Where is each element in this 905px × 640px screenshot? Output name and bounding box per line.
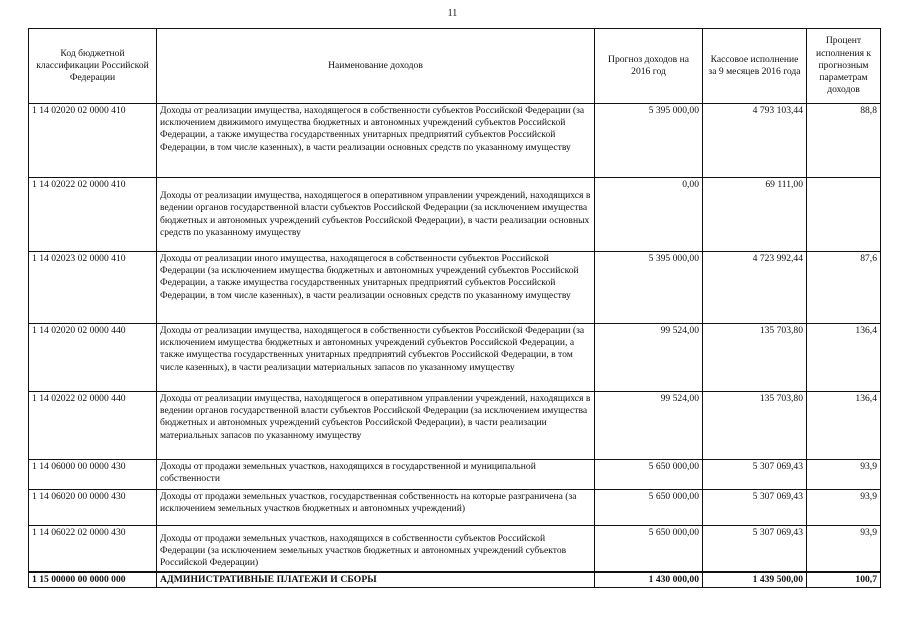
- total-execution: 1 439 500,00: [703, 572, 807, 588]
- row-name: Доходы от реализации имущества, находящегося в собственности субъектов Российской Федерации (за исключением имущества бюджетных и автономных учреждений субъектов Российской Федерации, а также имущества государственных унитарных предприятий субъектов Российской Федерации, в том числе казенных), в части реализации материальных запасов по указанному имуществу: [157, 324, 595, 392]
- row-execution: 135 703,80: [703, 392, 807, 460]
- row-percent: 136,4: [807, 324, 881, 392]
- header-percent: Процент исполнения к прогнозным параметрам доходов: [807, 29, 881, 104]
- row-forecast: 5 650 000,00: [595, 526, 703, 572]
- table-row: [29, 178, 881, 252]
- row-execution: 135 703,80: [703, 324, 807, 392]
- page-number: 11: [447, 8, 458, 19]
- table-body: [29, 104, 881, 588]
- row-percent: 136,4: [807, 392, 881, 460]
- row-code: 1 14 06022 02 0000 430: [29, 526, 157, 572]
- header-row: [29, 29, 881, 104]
- row-code: 1 14 06020 00 0000 430: [29, 490, 157, 526]
- row-percent: [807, 178, 881, 252]
- row-percent: 93,9: [807, 460, 881, 490]
- row-execution: 5 307 069,43: [703, 490, 807, 526]
- row-code: 1 14 06000 00 0000 430: [29, 460, 157, 490]
- row-code: 1 14 02020 02 0000 410: [29, 104, 157, 178]
- total-code: 1 15 00000 00 0000 000: [29, 572, 157, 588]
- row-forecast: 5 395 000,00: [595, 104, 703, 178]
- row-execution: 4 793 103,44: [703, 104, 807, 178]
- row-forecast: 5 650 000,00: [595, 490, 703, 526]
- row-name: Доходы от продажи земельных участков, находящихся в собственности субъектов Российской Федерации (за исключением земельных участков бюджетных и автономных учреждений субъектов Российской Федерации): [157, 526, 595, 572]
- row-name: Доходы от реализации имущества, находящегося в оперативном управлении учреждений, находящихся в ведении органов государственной власти субъектов Российской Федерации (за исключением имущества бюджетных и автономных учреждений субъектов Российской Федерации), в части реализации материальных запасов по указанному имуществу: [157, 392, 595, 460]
- table-row: [29, 490, 881, 526]
- row-name: Доходы от реализации имущества, находящегося в собственности субъектов Российской Федерации (за исключением движимого имущества бюджетных и автономных учреждений субъектов Российской Федерации, а также имущества государственных унитарных предприятий субъектов Российской Федерации, в том числе казенных), в части реализации основных средств по указанному имуществу: [157, 104, 595, 178]
- row-name: Доходы от реализации имущества, находящегося в оперативном управлении учреждений, находящихся в ведении органов государственной власти субъектов Российской Федерации (за исключением имущества бюджетных и автономных учреждений субъектов Российской Федерации), в части реализации основных средств по указанному имуществу: [157, 178, 595, 252]
- row-execution: 4 723 992,44: [703, 252, 807, 324]
- row-code: 1 14 02023 02 0000 410: [29, 252, 157, 324]
- row-name: Доходы от продажи земельных участков, государственная собственность на которые разграничена (за исключением земельных участков бюджетных и автономных учреждений): [157, 490, 595, 526]
- total-percent: 100,7: [807, 572, 881, 588]
- row-forecast: 99 524,00: [595, 392, 703, 460]
- table-row: [29, 324, 881, 392]
- row-percent: 88,8: [807, 104, 881, 178]
- total-name: АДМИНИСТРАТИВНЫЕ ПЛАТЕЖИ И СБОРЫ: [157, 572, 595, 588]
- row-percent: 93,9: [807, 490, 881, 526]
- header-forecast: Прогноз доходов на 2016 год: [595, 29, 703, 104]
- table-header: [29, 29, 881, 104]
- header-name: Наименование доходов: [157, 29, 595, 104]
- table-row: [29, 252, 881, 324]
- row-percent: 87,6: [807, 252, 881, 324]
- row-forecast: 5 395 000,00: [595, 252, 703, 324]
- row-name: Доходы от реализации иного имущества, находящегося в собственности субъектов Российской Федерации (за исключением имущества бюджетных и автономных учреждений субъектов Российской Федерации, а также имущества государственных унитарных предприятий субъектов Российской Федерации, в том числе казенных), в части реализации основных средств по указанному имуществу: [157, 252, 595, 324]
- header-execution: Кассовое исполнение за 9 месяцев 2016 года: [703, 29, 807, 104]
- table-row: [29, 392, 881, 460]
- table-row: [29, 526, 881, 572]
- table-row: [29, 460, 881, 490]
- row-execution: 5 307 069,43: [703, 526, 807, 572]
- row-percent: 93,9: [807, 526, 881, 572]
- row-code: 1 14 02022 02 0000 410: [29, 178, 157, 252]
- row-name: Доходы от продажи земельных участков, находящихся в государственной и муниципальной собственности: [157, 460, 595, 490]
- total-forecast: 1 430 000,00: [595, 572, 703, 588]
- row-code: 1 14 02020 02 0000 440: [29, 324, 157, 392]
- row-forecast: 99 524,00: [595, 324, 703, 392]
- revenue-table: [28, 28, 881, 588]
- row-forecast: 5 650 000,00: [595, 460, 703, 490]
- row-code: 1 14 02022 02 0000 440: [29, 392, 157, 460]
- row-execution: 5 307 069,43: [703, 460, 807, 490]
- row-forecast: 0,00: [595, 178, 703, 252]
- total-row: [29, 572, 881, 588]
- row-execution: 69 111,00: [703, 178, 807, 252]
- table-row: [29, 104, 881, 178]
- header-code: Код бюджетной классификации Российской Федерации: [29, 29, 157, 104]
